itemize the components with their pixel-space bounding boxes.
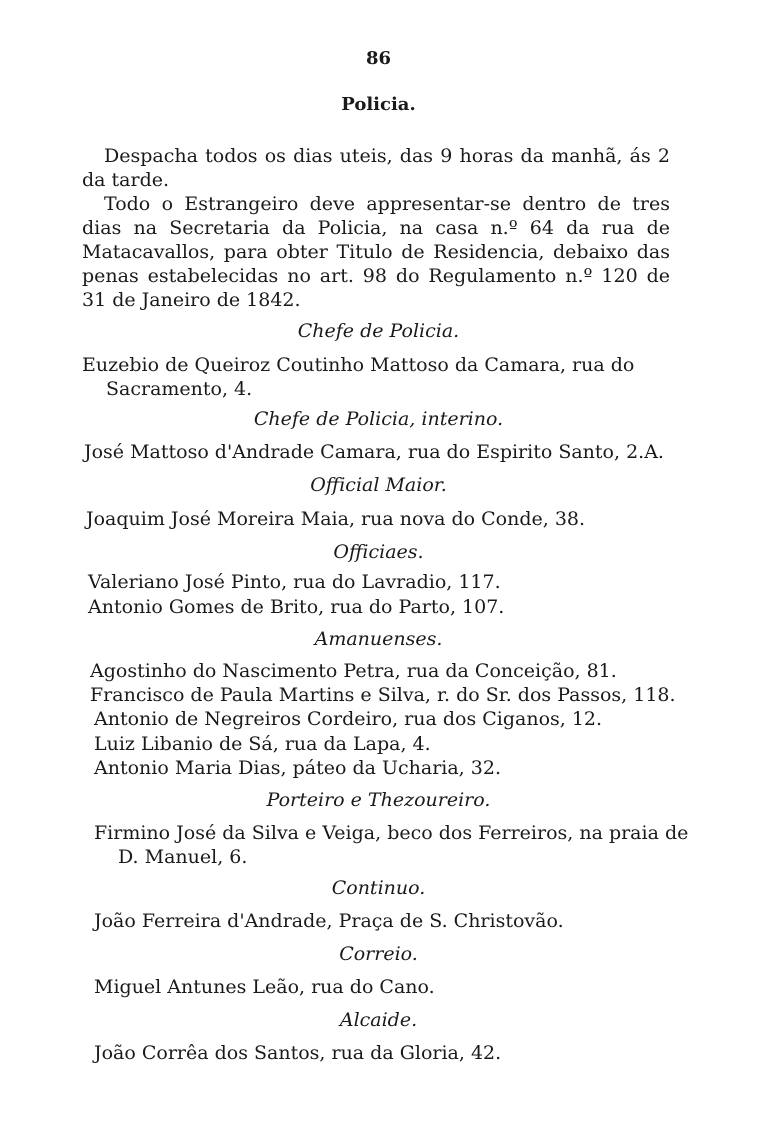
entry-amanuenses-3: Antonio de Negreiros Cordeiro, rua dos Ciganos, 12.: [94, 708, 603, 730]
entry-correio: Miguel Antunes Leão, rua do Cano.: [94, 976, 435, 998]
role-heading-continuo: Continuo.: [331, 877, 426, 899]
entry-amanuenses-2: Francisco de Paula Martins e Silva, r. do Sr. dos Passos, 118.: [90, 684, 676, 706]
entry-officiaes-1: Valeriano José Pinto, rua do Lavradio, 117.: [88, 571, 501, 593]
entry-amanuenses-4: Luiz Libanio de Sá, rua da Lapa, 4.: [94, 733, 431, 755]
role-heading-alcaide: Alcaide.: [339, 1009, 418, 1031]
page-title: Policia.: [341, 94, 416, 115]
role-heading-chefe-interino: Chefe de Policia, interino.: [253, 408, 504, 430]
role-heading-official-maior: Official Maior.: [310, 474, 447, 496]
intro-paragraph-hours: Despacha todos os dias uteis, das 9 horas da manhã, ás 2 da tarde.: [82, 145, 670, 191]
role-heading-officiaes: Officiaes.: [333, 541, 424, 563]
intro-paragraph-foreigners: Todo o Estrangeiro deve appresentar-se dentro de tres dias na Secretaria da Policia, na casa n.º 64 da rua de Matacavallos, para obter Titulo de Residencia, debaixo das penas estabelecidas no art. 98 do Regulamento n.º 120 de 31 de Janeiro de 1842.: [82, 193, 670, 311]
entry-porteiro: Firmino José da Silva e Veiga, beco dos Ferreiros, na praia de D. Manuel, 6.: [94, 822, 689, 868]
entry-officiaes-2: Antonio Gomes de Brito, rua do Parto, 107.: [88, 596, 505, 618]
entry-chefe: Euzebio de Queiroz Coutinho Mattoso da Camara, rua do Sacramento, 4.: [82, 354, 635, 400]
entry-chefe-interino: José Mattoso d'Andrade Camara, rua do Espirito Santo, 2.A.: [84, 441, 664, 463]
entry-official-maior: Joaquim José Moreira Maia, rua nova do Conde, 38.: [86, 508, 586, 530]
role-heading-chefe: Chefe de Policia.: [297, 320, 460, 342]
entry-alcaide: João Corrêa dos Santos, rua da Gloria, 42.: [94, 1042, 502, 1064]
entry-amanuenses-5: Antonio Maria Dias, páteo da Ucharia, 32.: [94, 757, 501, 779]
page-number: 86: [365, 48, 392, 69]
role-heading-amanuenses: Amanuenses.: [314, 628, 443, 650]
entry-amanuenses-1: Agostinho do Nascimento Petra, rua da Conceição, 81.: [90, 660, 617, 682]
entry-continuo: João Ferreira d'Andrade, Praça de S. Christovão.: [94, 910, 564, 932]
role-heading-porteiro: Porteiro e Thezoureiro.: [266, 789, 491, 811]
role-heading-correio: Correio.: [339, 943, 418, 965]
